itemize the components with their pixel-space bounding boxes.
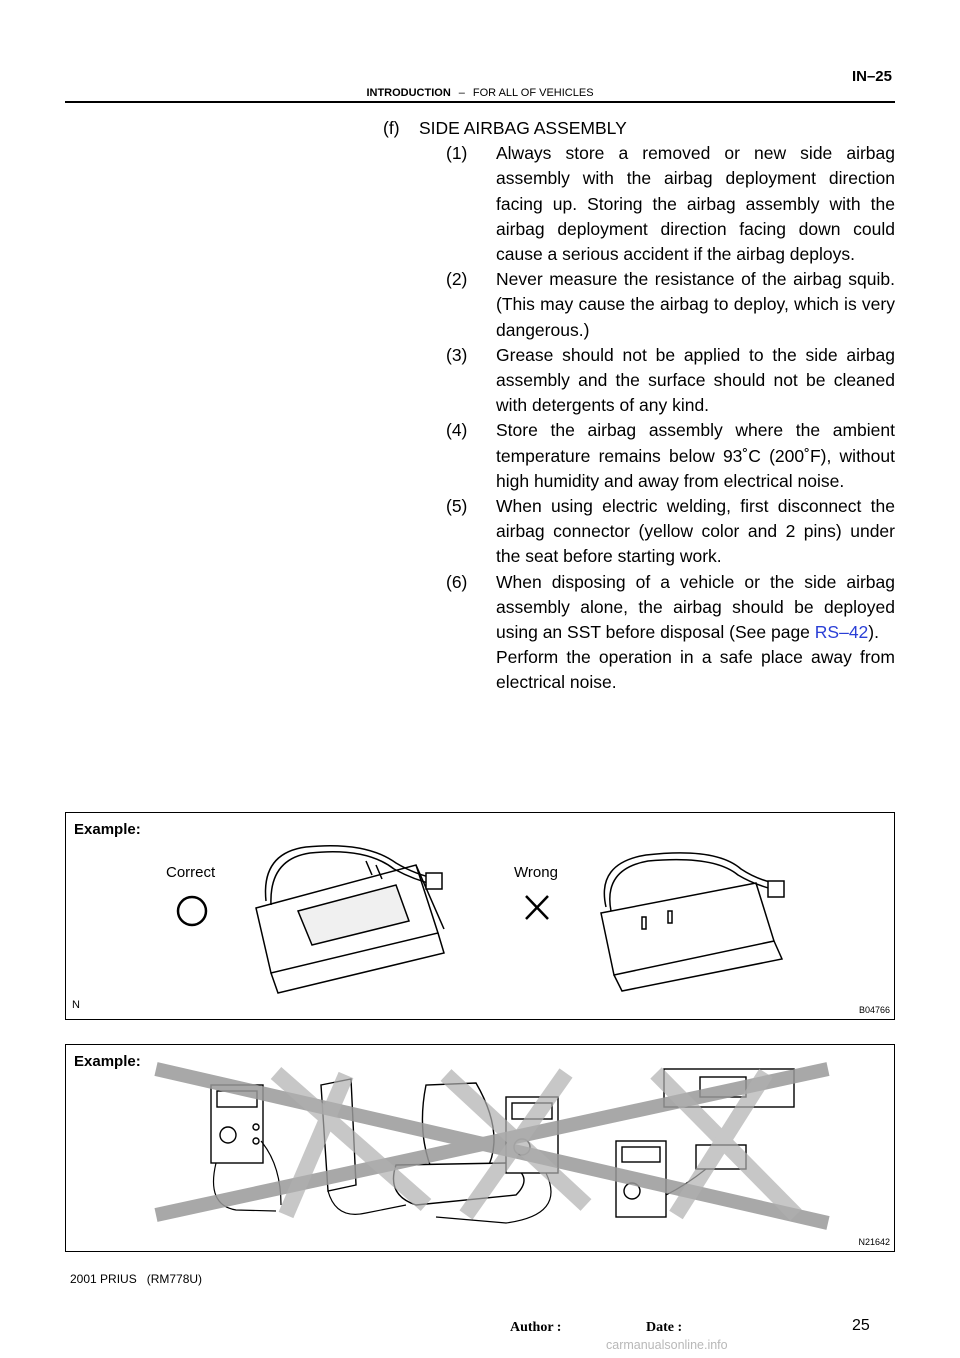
cross-wrong-icon <box>526 896 548 919</box>
step-number: (2) <box>446 269 468 290</box>
step-4 <box>383 418 895 494</box>
header-separator: – <box>458 87 465 99</box>
step-text: Always store a removed or new side airbag assembly with the airbag deployment direction facing up. Storing the airbag assembly with the airbag deployment direction facing down could cause a serious accident if the airbag deploys. <box>496 143 895 265</box>
wrong-label: Wrong <box>514 864 558 881</box>
correct-label: Correct <box>166 864 216 881</box>
page-id: IN–25 <box>851 68 892 85</box>
step-text-part: When disposing of a vehicle or the side airbag assembly alone, the airbag should be deployed using an SST before disposal (See page <box>496 571 895 643</box>
airbag-face-down <box>601 853 784 991</box>
circle-correct-icon <box>178 897 206 925</box>
header-section: INTRODUCTION <box>366 87 451 99</box>
step-text: Store the airbag assembly where the ambient temperature remains below 93˚C (200˚F), without high humidity and away from electrical noise. <box>496 420 895 491</box>
step-text <box>496 570 895 646</box>
section-heading: (f) SIDE AIRBAG ASSEMBLY <box>383 118 627 138</box>
model-code: 2001 PRIUS (RM778U) <box>70 1272 203 1286</box>
step-5 <box>383 494 895 570</box>
step-3 <box>383 343 895 419</box>
figure-storage-orientation <box>65 812 895 1020</box>
step-number: (1) <box>446 143 468 164</box>
step-2 <box>383 267 895 343</box>
page-number: 25 <box>852 1317 870 1334</box>
header-rule <box>65 101 895 103</box>
figure-code: N21642 <box>858 1237 890 1247</box>
step-text: Perform the operation in a safe place away from electrical noise. <box>496 647 895 693</box>
author-label: Author : <box>510 1320 562 1335</box>
figure-label: Example: <box>74 1053 141 1070</box>
step-text: When using electric welding, first disconnect the airbag connector (yellow color and 2 pins) under the seat before starting work. <box>496 496 895 567</box>
n-mark-icon: Ν <box>72 999 80 1011</box>
step-number: (3) <box>446 344 468 365</box>
header-subsection: FOR ALL OF VEHICLES <box>472 87 594 99</box>
airbag-illustration <box>66 813 894 1019</box>
watermark: carmanualsonline.info <box>606 1338 728 1352</box>
step-text: Never measure the resistance of the airbag squib. (This may cause the airbag to deploy, which is very dangerous.) <box>496 269 895 340</box>
ohmmeter-illustration <box>66 1045 894 1251</box>
running-header <box>0 87 960 99</box>
date-label: Date : <box>646 1320 683 1335</box>
step-number: (6) <box>446 571 468 592</box>
step-6 <box>383 570 895 696</box>
step-number: (5) <box>446 496 468 517</box>
page-reference-link[interactable]: RS–42 <box>814 622 869 643</box>
procedure-text <box>383 116 895 696</box>
step-text: Grease should not be applied to the side airbag assembly and the surface should not be cleaned with detergents of any kind. <box>496 344 895 416</box>
figure-do-not-measure <box>65 1044 895 1252</box>
figure-code: B04766 <box>858 1005 890 1015</box>
figure-label: Example: <box>74 821 141 838</box>
step-1 <box>383 141 895 267</box>
airbag-face-up <box>256 846 444 993</box>
step-text-part: ). <box>868 622 879 643</box>
step-number: (4) <box>446 420 468 441</box>
